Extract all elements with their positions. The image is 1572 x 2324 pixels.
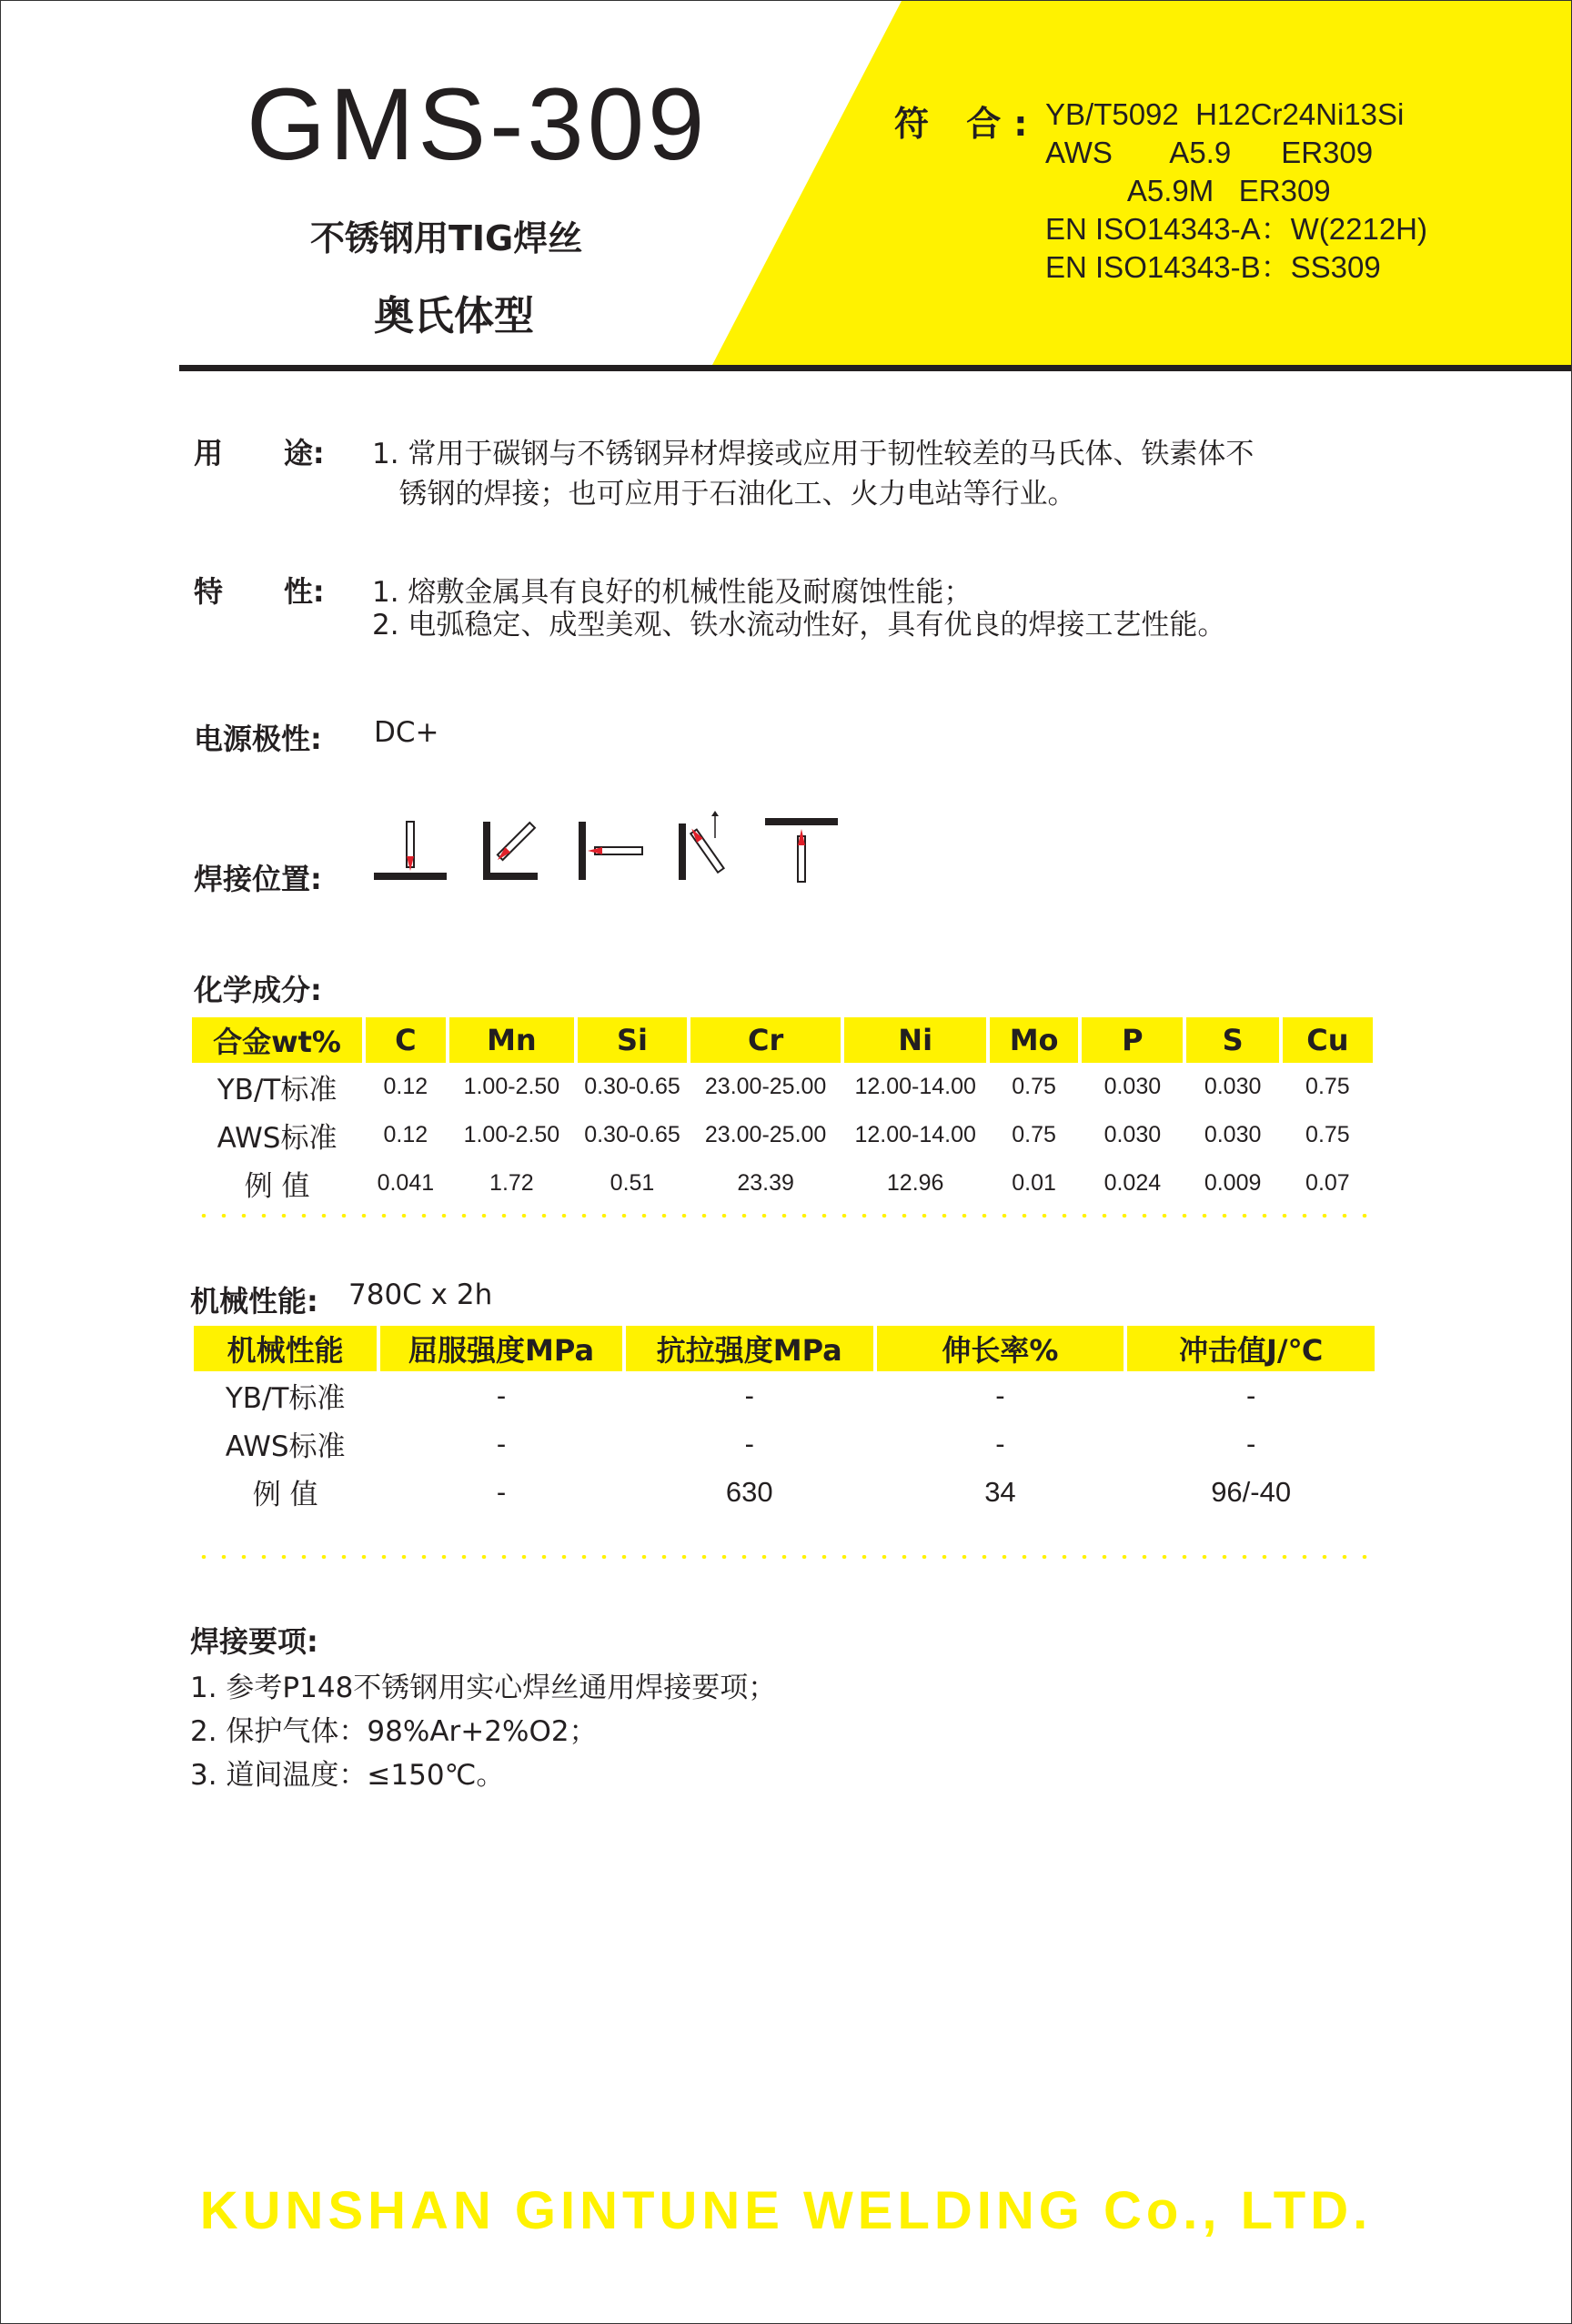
usage-label: 用 途: xyxy=(194,436,325,470)
table-cell: - xyxy=(1245,1379,1256,1411)
table-cell: 0.024 xyxy=(1103,1170,1162,1196)
horizontal-position-icon xyxy=(579,822,642,880)
table-cell: 630 xyxy=(725,1475,773,1508)
column-header: Mn xyxy=(449,1017,574,1063)
column-header: Si xyxy=(578,1017,687,1063)
feature-line: 1. 熔敷金属具有良好的机械性能及耐腐蚀性能； xyxy=(372,576,972,609)
mechanical-label: 机械性能: xyxy=(190,1284,318,1319)
column-header: 冲击值J/℃ xyxy=(1127,1326,1375,1371)
table-cell: - xyxy=(995,1379,1005,1411)
table-cell: 0.030 xyxy=(1103,1074,1162,1099)
table-cell: 34 xyxy=(984,1475,1016,1508)
table-cell: 12.96 xyxy=(886,1170,944,1196)
table-row xyxy=(192,1063,1373,1111)
conform-line: AWS A5.9 ER309 xyxy=(1045,136,1374,169)
table-cell: 0.01 xyxy=(1012,1170,1056,1196)
table-cell: 0.041 xyxy=(377,1170,435,1196)
dotted-divider xyxy=(194,1555,1376,1559)
table-cell: 0.030 xyxy=(1204,1074,1262,1099)
column-header: C xyxy=(366,1017,446,1063)
company-name: KUNSHAN GINTUNE WELDING Co., LTD. xyxy=(199,2181,1373,2240)
product-model: GMS-309 xyxy=(247,67,709,181)
chemistry-table xyxy=(188,1017,1376,1207)
table-cell: 0.12 xyxy=(383,1074,428,1099)
table-cell: 0.51 xyxy=(610,1170,655,1196)
table-cell: 1.00-2.50 xyxy=(463,1074,560,1099)
welding-position-icons xyxy=(369,811,861,902)
table-cell: 0.12 xyxy=(383,1122,428,1147)
row-header: 例 值 xyxy=(252,1479,318,1511)
column-header: 抗拉强度MPa xyxy=(626,1326,873,1371)
overhead-position-icon xyxy=(765,818,838,882)
table-cell: - xyxy=(1245,1427,1256,1460)
column-header: 屈服强度MPa xyxy=(380,1326,622,1371)
column-header: 机械性能 xyxy=(194,1326,377,1371)
conform-line: EN ISO14343-B：SS309 xyxy=(1045,250,1381,284)
product-subtitle: 不锈钢用TIG焊丝 xyxy=(310,218,583,258)
column-header: Cr xyxy=(690,1017,841,1063)
table-cell: 1.00-2.50 xyxy=(463,1122,560,1147)
table-cell: - xyxy=(995,1427,1005,1460)
polarity-value: DC+ xyxy=(374,716,439,749)
table-cell: 0.75 xyxy=(1305,1122,1350,1147)
conform-standards xyxy=(1045,96,1427,287)
table-cell: 23.00-25.00 xyxy=(704,1074,827,1099)
table-row xyxy=(194,1420,1375,1468)
conform-line: A5.9M ER309 xyxy=(1045,174,1331,207)
mechanical-condition: 780C x 2h xyxy=(348,1278,493,1311)
table-cell: 0.30-0.65 xyxy=(584,1122,680,1147)
table-cell: - xyxy=(744,1379,754,1411)
row-header: 例 值 xyxy=(244,1170,310,1203)
column-header: P xyxy=(1082,1017,1183,1063)
table-cell: 0.75 xyxy=(1305,1074,1350,1099)
table-cell: 0.030 xyxy=(1103,1122,1162,1147)
column-header: Cu xyxy=(1283,1017,1373,1063)
mechanical-header-row xyxy=(194,1326,1375,1371)
chemistry-header-row xyxy=(192,1017,1373,1063)
positions-label: 焊接位置: xyxy=(194,862,322,896)
table-cell: 0.30-0.65 xyxy=(584,1074,680,1099)
table-cell: 23.00-25.00 xyxy=(704,1122,827,1147)
column-header: Mo xyxy=(990,1017,1078,1063)
mechanical-table xyxy=(190,1326,1378,1516)
note-item: 2. 保护气体：98%Ar+2%O2； xyxy=(190,1715,598,1748)
table-cell: 0.75 xyxy=(1012,1074,1056,1099)
table-row xyxy=(194,1468,1375,1516)
product-type: 奥氏体型 xyxy=(374,293,534,339)
conform-label: 符 合: xyxy=(894,104,1041,144)
column-header: Ni xyxy=(844,1017,986,1063)
table-cell: - xyxy=(496,1379,507,1411)
table-cell: 0.07 xyxy=(1305,1170,1350,1196)
column-header: S xyxy=(1186,1017,1278,1063)
dotted-divider xyxy=(194,1214,1376,1218)
vertical-up-icon xyxy=(679,811,724,880)
table-cell: 12.00-14.00 xyxy=(854,1074,976,1099)
notes-label: 焊接要项: xyxy=(190,1624,318,1659)
row-header: YB/T标准 xyxy=(225,1382,346,1415)
table-cell: 96/-40 xyxy=(1211,1475,1292,1508)
row-header: YB/T标准 xyxy=(217,1074,338,1106)
features-label: 特 性: xyxy=(194,574,325,609)
table-cell: 12.00-14.00 xyxy=(854,1122,976,1147)
table-row xyxy=(194,1371,1375,1420)
note-item: 1. 参考P148不锈钢用实心焊丝通用焊接要项； xyxy=(190,1672,777,1704)
table-cell: - xyxy=(496,1427,507,1460)
header-divider xyxy=(179,365,1571,371)
table-row xyxy=(192,1159,1373,1207)
horizontal-fillet-icon xyxy=(483,822,538,880)
column-header: 合金wt% xyxy=(192,1017,362,1063)
table-cell: 1.72 xyxy=(489,1170,534,1196)
table-cell: 0.009 xyxy=(1204,1170,1262,1196)
table-cell: 23.39 xyxy=(737,1170,794,1196)
chemistry-label: 化学成分: xyxy=(194,973,322,1007)
conform-line: YB/T5092 H12Cr24Ni13Si xyxy=(1045,97,1405,131)
usage-line: 锈钢的焊接；也可应用于石油化工、火力电站等行业。 xyxy=(372,478,1076,510)
conform-line: EN ISO14343-A：W(2212H) xyxy=(1045,212,1427,246)
feature-line: 2. 电弧稳定、成型美观、铁水流动性好，具有优良的焊接工艺性能。 xyxy=(372,609,1226,642)
polarity-label: 电源极性: xyxy=(194,722,322,756)
table-cell: - xyxy=(496,1475,507,1508)
note-item: 3. 道间温度：≤150℃。 xyxy=(190,1759,505,1792)
table-cell: 0.75 xyxy=(1012,1122,1056,1147)
flat-position-icon xyxy=(374,822,447,880)
usage-line: 1. 常用于碳钢与不锈钢异材焊接或应用于韧性较差的马氏体、铁素体不 xyxy=(372,438,1255,470)
table-cell: - xyxy=(744,1427,754,1460)
row-header: AWS标准 xyxy=(225,1430,346,1463)
table-row xyxy=(192,1111,1373,1159)
table-cell: 0.030 xyxy=(1204,1122,1262,1147)
row-header: AWS标准 xyxy=(217,1122,338,1155)
column-header: 伸长率% xyxy=(877,1326,1124,1371)
